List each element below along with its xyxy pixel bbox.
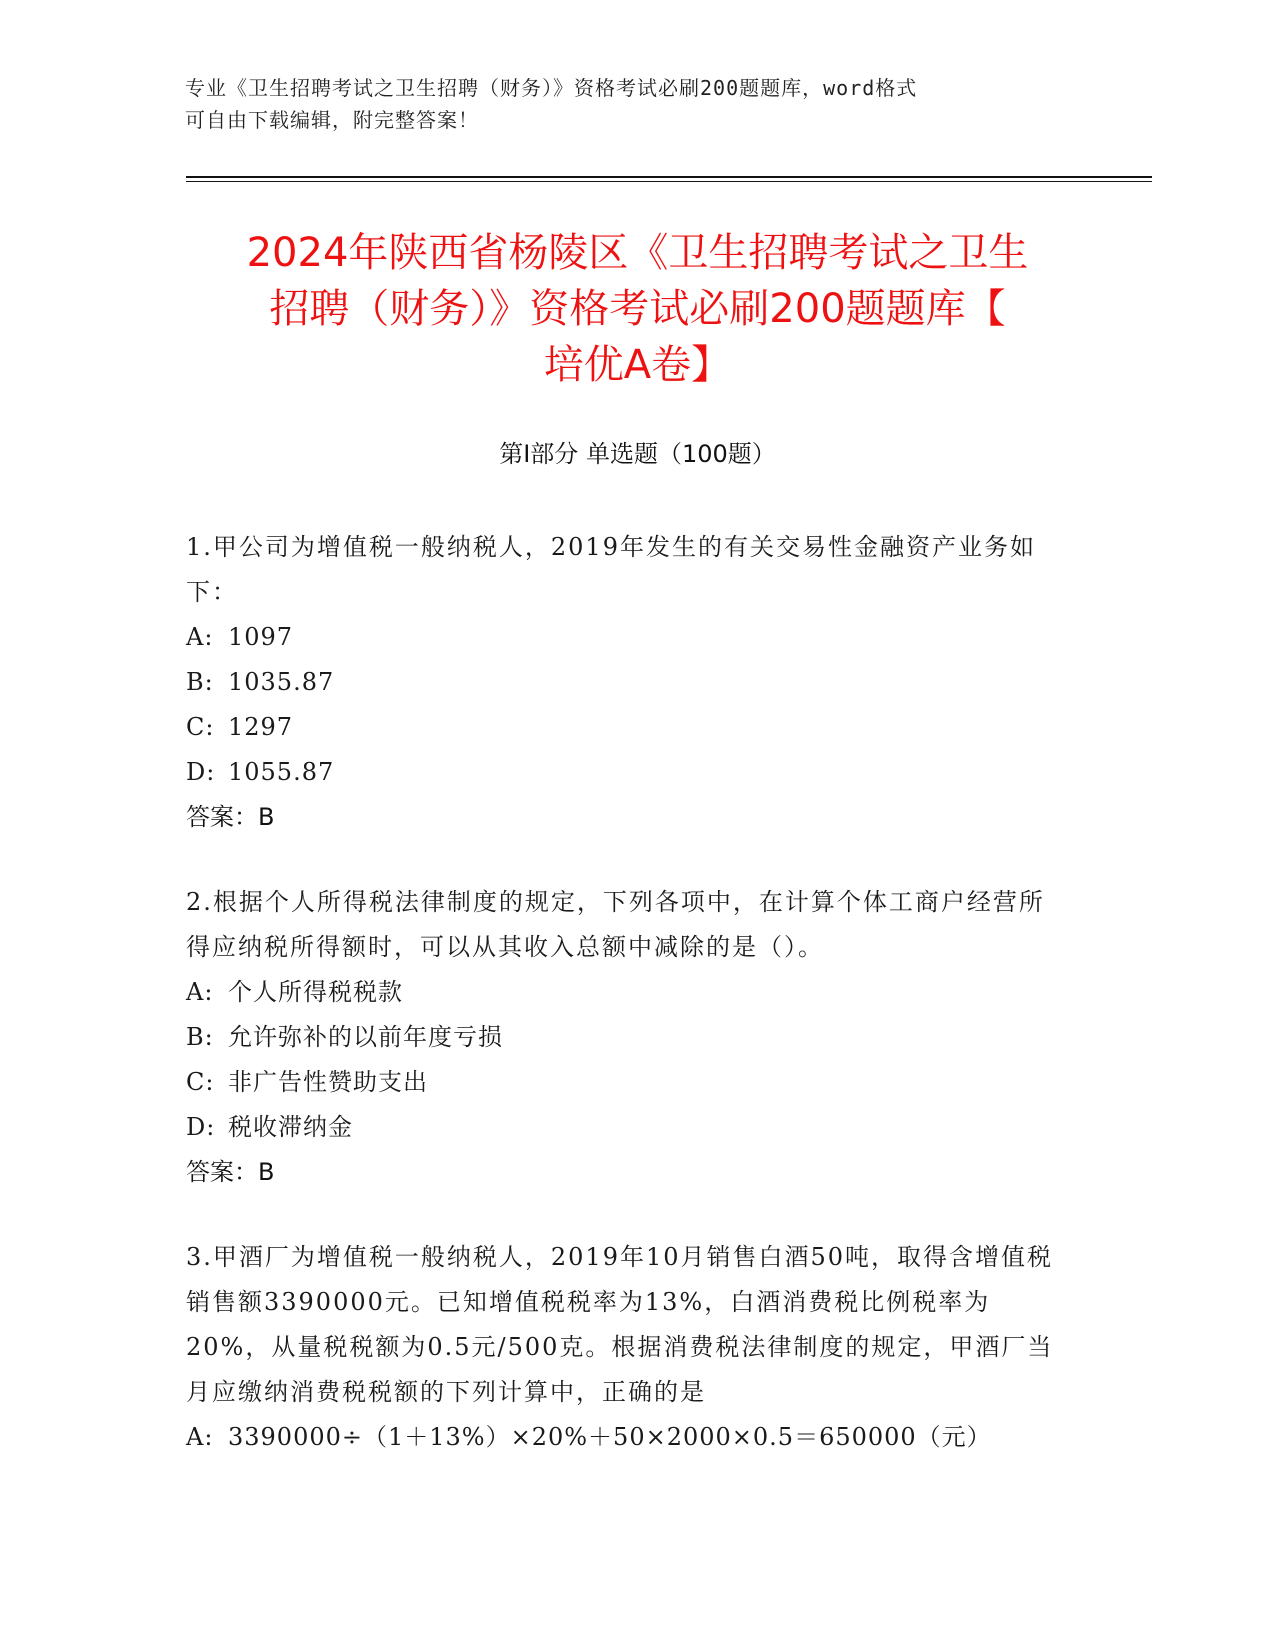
- header-divider-thick: [186, 176, 1152, 178]
- option-text: 非广告性赞助支出: [228, 1068, 428, 1096]
- header-divider-thin: [186, 181, 1152, 182]
- option-letter: B:: [186, 1023, 214, 1051]
- option-text: 1035.87: [228, 668, 335, 696]
- section-heading: 第Ⅰ部分 单选题（100题）: [499, 440, 776, 468]
- option-letter: C:: [186, 713, 215, 741]
- option-text: 1297: [228, 713, 294, 741]
- question-answer: 答案：B: [186, 803, 275, 831]
- option-letter: D:: [186, 1113, 216, 1141]
- option-text: 1055.87: [228, 758, 335, 786]
- option-text: 1097: [228, 623, 294, 651]
- option-text: 税收滞纳金: [228, 1113, 353, 1141]
- option-letter: A:: [186, 623, 214, 651]
- header-note-line: 可自由下载编辑，附完整答案！: [185, 108, 479, 132]
- question-option: [186, 750, 1066, 795]
- question-option: [186, 1105, 1066, 1150]
- question-stem: 3.甲酒厂为增值税一般纳税人，2019年10月销售白酒50吨，取得含增值税销售额3390000元。已知增值税税率为13%，白酒消费税比例税率为20%，从量税税额为0.5元/500克。根据消费税法律制度的规定，甲酒厂当月应缴纳消费税税额的下列计算中，正确的是: [186, 1243, 1054, 1406]
- question-option: [186, 970, 1066, 1015]
- title-line: 培优A卷】: [543, 342, 732, 388]
- question-list: [186, 525, 1066, 1500]
- header-note: [185, 72, 1065, 136]
- question-option: [186, 615, 1066, 660]
- option-text: 个人所得税税款: [228, 978, 403, 1006]
- option-letter: C:: [186, 1068, 215, 1096]
- question-item: [186, 880, 1066, 1195]
- question-option: [186, 1060, 1066, 1105]
- question-stem: 2.根据个人所得税法律制度的规定，下列各项中，在计算个体工商户经营所得应纳税所得额时，可以从其收入总额中减除的是（）。: [186, 888, 1045, 961]
- question-option: [186, 705, 1066, 750]
- question-answer: 答案：B: [186, 1158, 275, 1186]
- question-option: [186, 1415, 1066, 1460]
- option-letter: A:: [186, 978, 214, 1006]
- question-option: [186, 660, 1066, 705]
- header-note-line: 专业《卫生招聘考试之卫生招聘（财务）》资格考试必刷200题题库，word格式: [185, 76, 918, 100]
- question-item: [186, 525, 1066, 840]
- option-text: 允许弥补的以前年度亏损: [228, 1023, 503, 1051]
- option-letter: B:: [186, 668, 214, 696]
- question-option: [186, 1015, 1066, 1060]
- option-letter: D:: [186, 758, 216, 786]
- question-item: [186, 1235, 1066, 1460]
- title-line: 招聘（财务）》资格考试必刷200题题库【: [269, 286, 1006, 332]
- title-line: 2024年陕西省杨陵区《卫生招聘考试之卫生: [246, 230, 1029, 276]
- document-title: [150, 225, 1125, 393]
- option-letter: A:: [186, 1423, 214, 1451]
- question-stem: 1.甲公司为增值税一般纳税人，2019年发生的有关交易性金融资产业务如下：: [186, 533, 1036, 606]
- option-text: 3390000÷（1＋13%）×20%＋50×2000×0.5＝650000（元）: [228, 1423, 992, 1451]
